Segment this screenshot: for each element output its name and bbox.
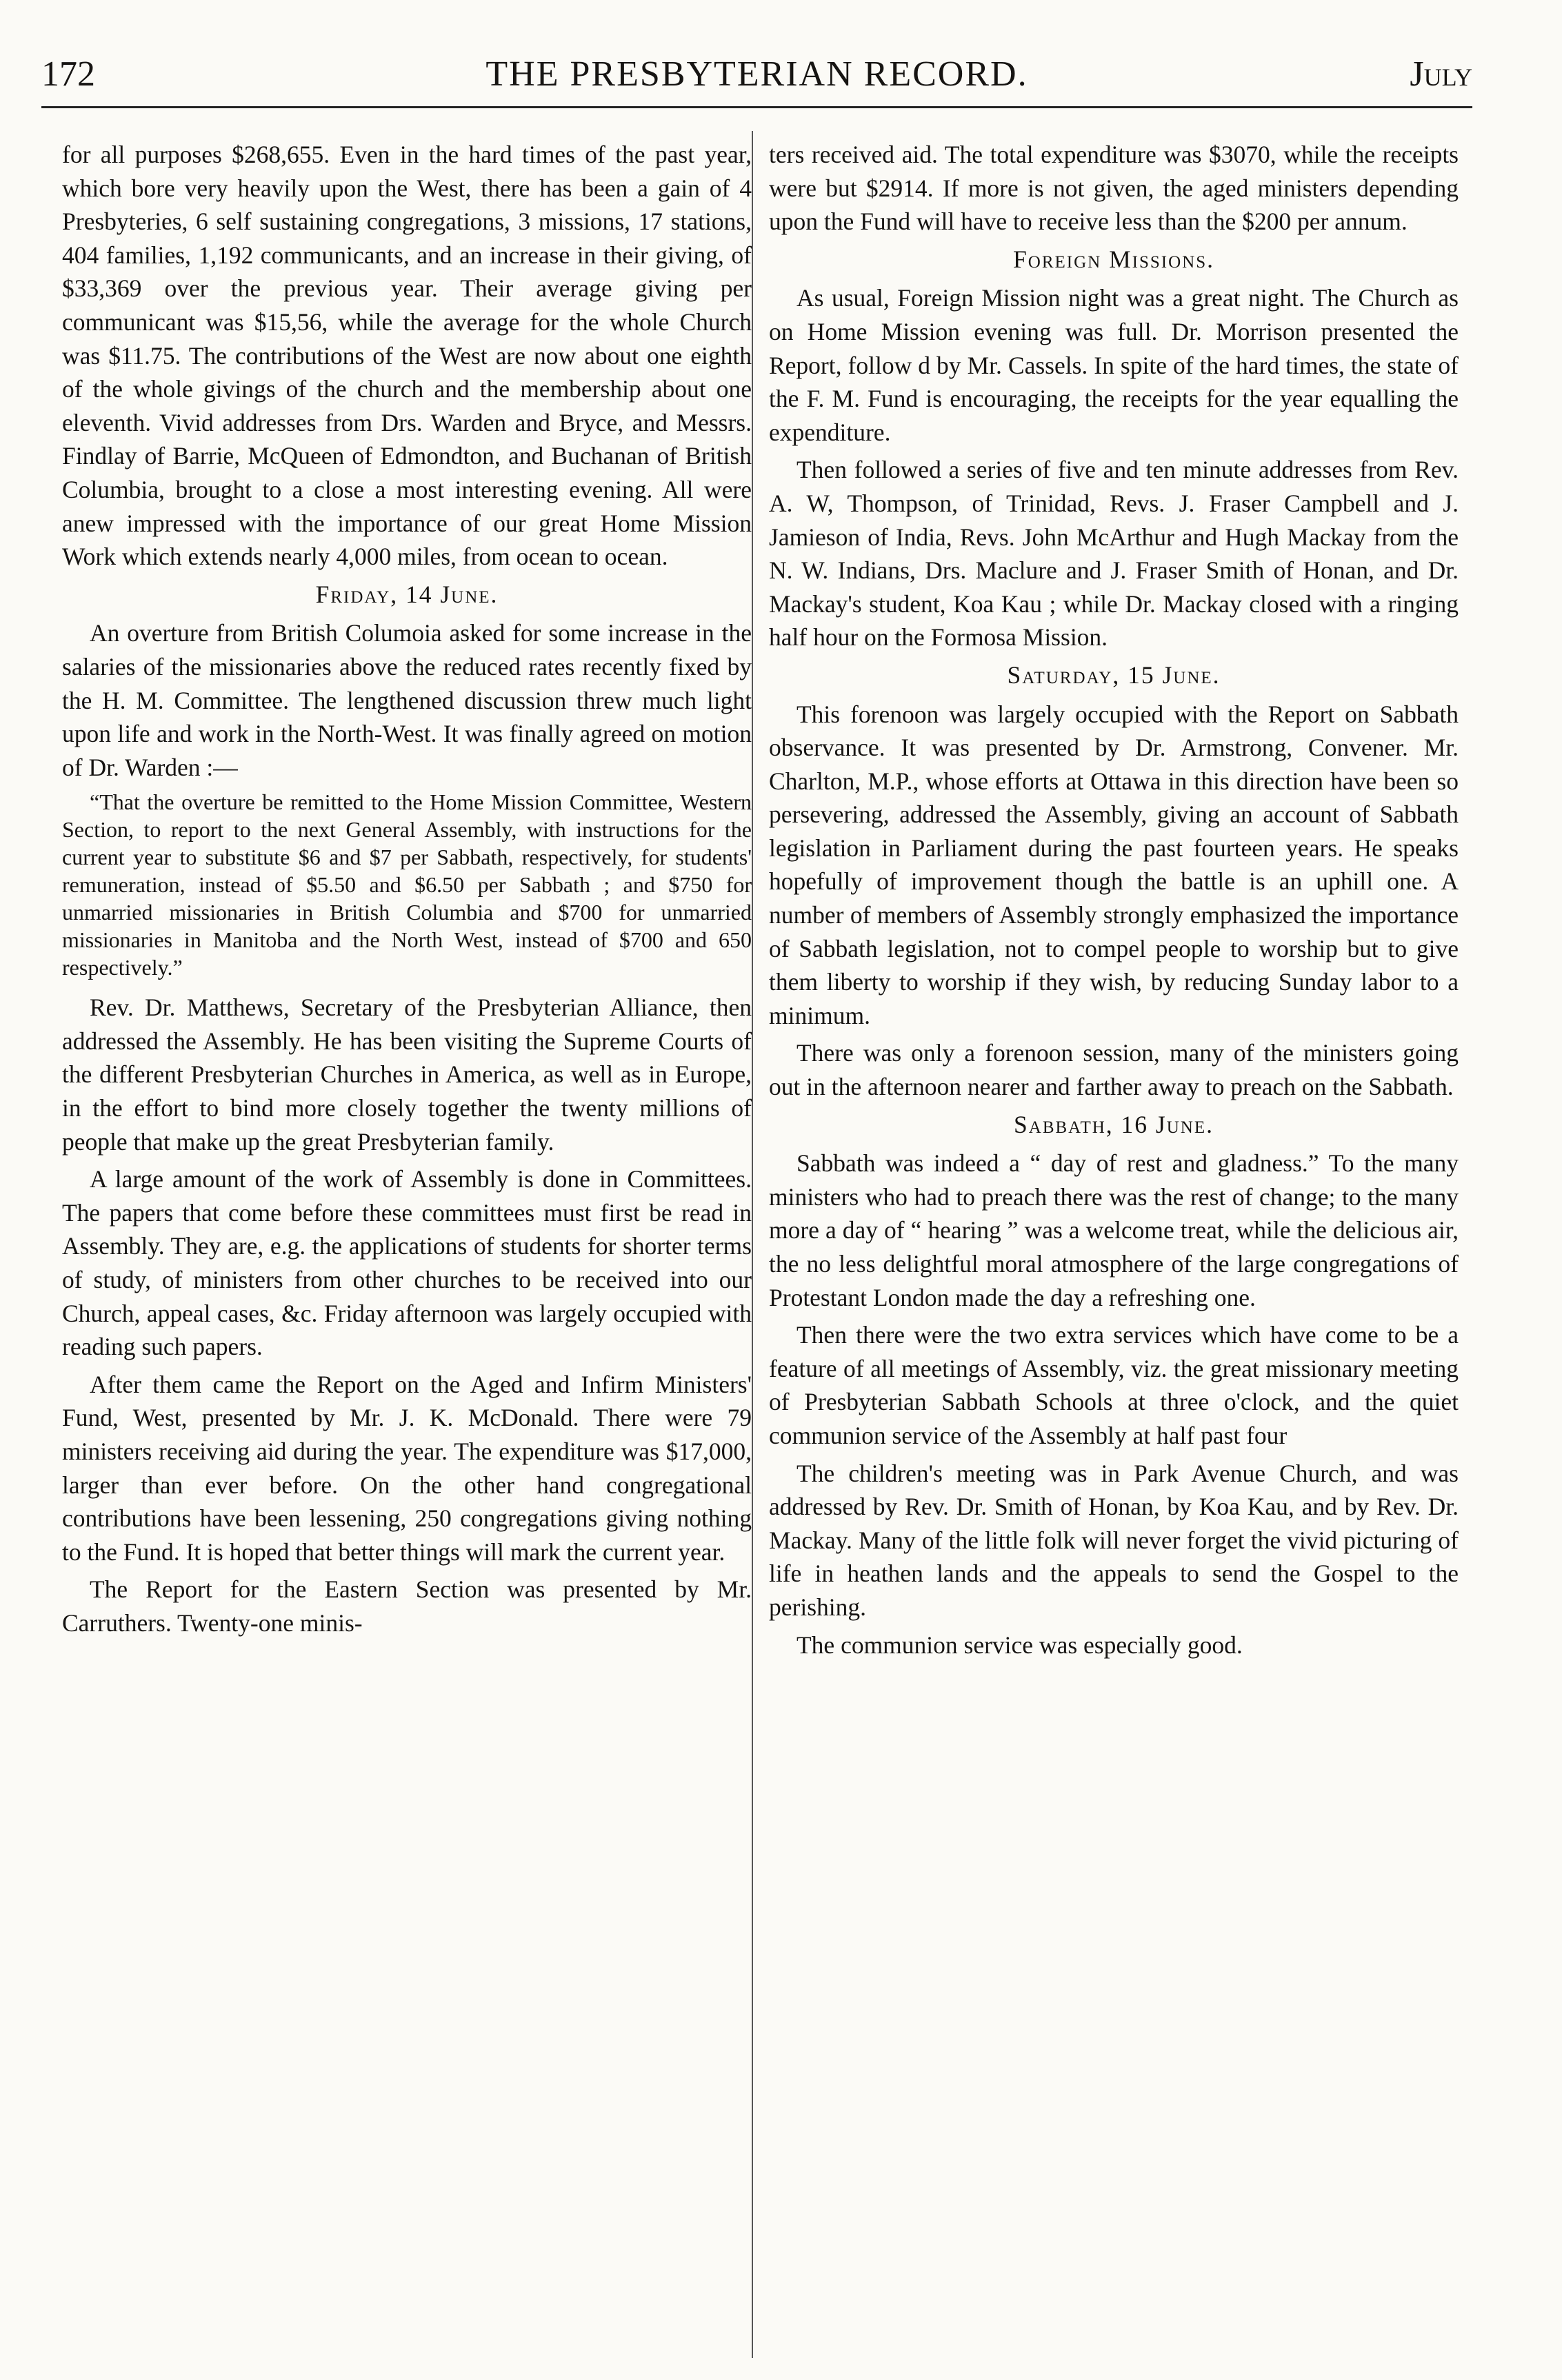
paragraph: Then there were the two extra services which have come to be a feature of all meetings of Assembly, viz. the great missionary meeting of Presbyterian Sabbath Schools at three o'clock, and the quiet communion service of the Assembly at half past four [769,1321,1459,1449]
paragraph: A large amount of the work of Assembly is done in Committees. The papers that come before these committees must first be read in Assembly. They are, e.g. the applications of students for shorter terms of study, of ministers from other churches to be received into our Church, appeal cases, &c. Friday afternoon was largely occupied with reading such papers. [62,1165,752,1361]
paragraph: Rev. Dr. Matthews, Secretary of the Presbyterian Alliance, then addressed the Assembly. He has been visiting the Supreme Courts of the different Presbyterian Churches in America, as well as in Europe, in the effort to bind more closely together the twenty millions of people that make up the great Presbyterian family. [62,994,752,1156]
paragraph: The communion service was especially good. [797,1631,1243,1659]
left-column [62,138,752,2358]
column-divider [752,131,753,2358]
section-heading-sabbath: Sabbath, 16 June. [1014,1110,1214,1138]
header-rule [41,106,1472,108]
page-header [41,47,1472,102]
publication-title: THE PRESBYTERIAN RECORD. [485,54,1028,94]
block-quote: “That the overture be remitted to the Home Mission Committee, Western Section, to report to the next General Assembly, with instructions for the current year to substitute $6 and $7 per Sabbath, respectively, for students' remuneration, instead of $5.50 and $6.50 per Sabbath ; and $750 for unmarried missionaries in British Columbia and $700 for unmarried missionaries in Manitoba and the North West, instead of $700 and 650 respectively.” [62,789,752,980]
paragraph: The children's meeting was in Park Avenue Church, and was addressed by Rev. Dr. Smith of Honan, by Koa Kau, and by Rev. Dr. Mackay. Many of the little folk will never forget the vivid picturing of life in heathen lands and the appeals to send the Gospel to the perishing. [769,1459,1459,1621]
section-heading-saturday: Saturday, 15 June. [1007,660,1221,689]
page-number: 172 [41,54,95,94]
paragraph: There was only a forenoon session, many of the ministers going out in the afternoon nearer and farther away to preach on the Sabbath. [769,1039,1459,1101]
paragraph: Sabbath was indeed a “ day of rest and gladness.” To the many ministers who had to preach there was the rest of change; to the many more a day of “ hearing ” was a welcome treat, while the delicious air, the no less delightful moral atmosphere of the large congregations of Protestant London made the day a refreshing one. [769,1149,1459,1311]
section-heading-foreign-missions: Foreign Missions. [1013,245,1214,273]
paragraph: for all purposes $268,655. Even in the hard times of the past year, which bore very heavily upon the West, there has been a gain of 4 Presbyteries, 6 self sustaining congregations, 3 missions, 17 stations, 404 families, 1,192 communicants, and an increase in their giving, of $33,369 over the previous year. Their average giving per communicant was $15,56, while the average for the whole Church was $11.75. The contributions of the West are now about one eighth of the whole givings of the church and the membership about one eleventh. Vivid addresses from Drs. Warden and Bryce, and Messrs. Findlay of Barrie, McQueen of Edmondton, and Buchanan of British Columbia, brought to a close a most interesting evening. All were anew impressed with the importance of our great Home Mission Work which extends nearly 4,000 miles, from ocean to ocean. [62,141,752,571]
paragraph: ters received aid. The total expenditure was $3070, while the receipts were but $2914. If more is not given, the aged ministers depending upon the Fund will have to receive less than the $200 per annum. [769,141,1459,236]
section-heading-friday: Friday, 14 June. [315,580,499,608]
paragraph: This forenoon was largely occupied with the Report on Sabbath observance. It was presented by Dr. Armstrong, Convener. Mr. Charlton, M.P., whose efforts at Ottawa in this direction have been so persevering, addressed the Assembly, giving an account of Sabbath legislation in Parliament during the past fourteen years. He speaks hopefully of improvement though the battle is an uphill one. A number of members of Assembly strongly emphasized the importance of Sabbath legislation, not to compel people to worship but to give them liberty to worship if they wish, by reducing Sunday labor to a minimum. [769,700,1459,1029]
paragraph: An overture from British Columoia asked for some increase in the salaries of the missionaries above the reduced rates recently fixed by the H. M. Committee. The lengthened discussion threw much light upon life and work in the North-West. It was finally agreed on motion of Dr. Warden :— [62,619,752,781]
paragraph: The Report for the Eastern Section was presented by Mr. Carruthers. Twenty-one minis- [62,1575,752,1637]
issue-month: July [1410,54,1472,94]
paragraph: After them came the Report on the Aged and Infirm Ministers' Fund, West, presented by Mr. J. K. McDonald. There were 79 ministers receiving aid during the year. The expenditure was $17,000, larger than ever before. On the other hand congregational contributions have been lessening, 250 congregations giving nothing to the Fund. It is hoped that better things will mark the current year. [62,1370,752,1566]
paragraph: As usual, Foreign Mission night was a great night. The Church as on Home Mission evening was full. Dr. Morrison presented the Report, follow d by Mr. Cassels. In spite of the hard times, the state of the F. M. Fund is encouraging, the receipts for the year equalling the expenditure. [769,284,1459,446]
right-column [769,138,1459,2358]
paragraph: Then followed a series of five and ten minute addresses from Rev. A. W, Thompson, of Trinidad, Revs. J. Fraser Campbell and J. Jamieson of India, Revs. John McArthur and Hugh Mackay from the N. W. Indians, Drs. Maclure and J. Fraser Smith of Honan, and Dr. Mackay's student, Koa Kau ; while Dr. Mackay closed with a ringing half hour on the Formosa Mission. [769,456,1459,652]
